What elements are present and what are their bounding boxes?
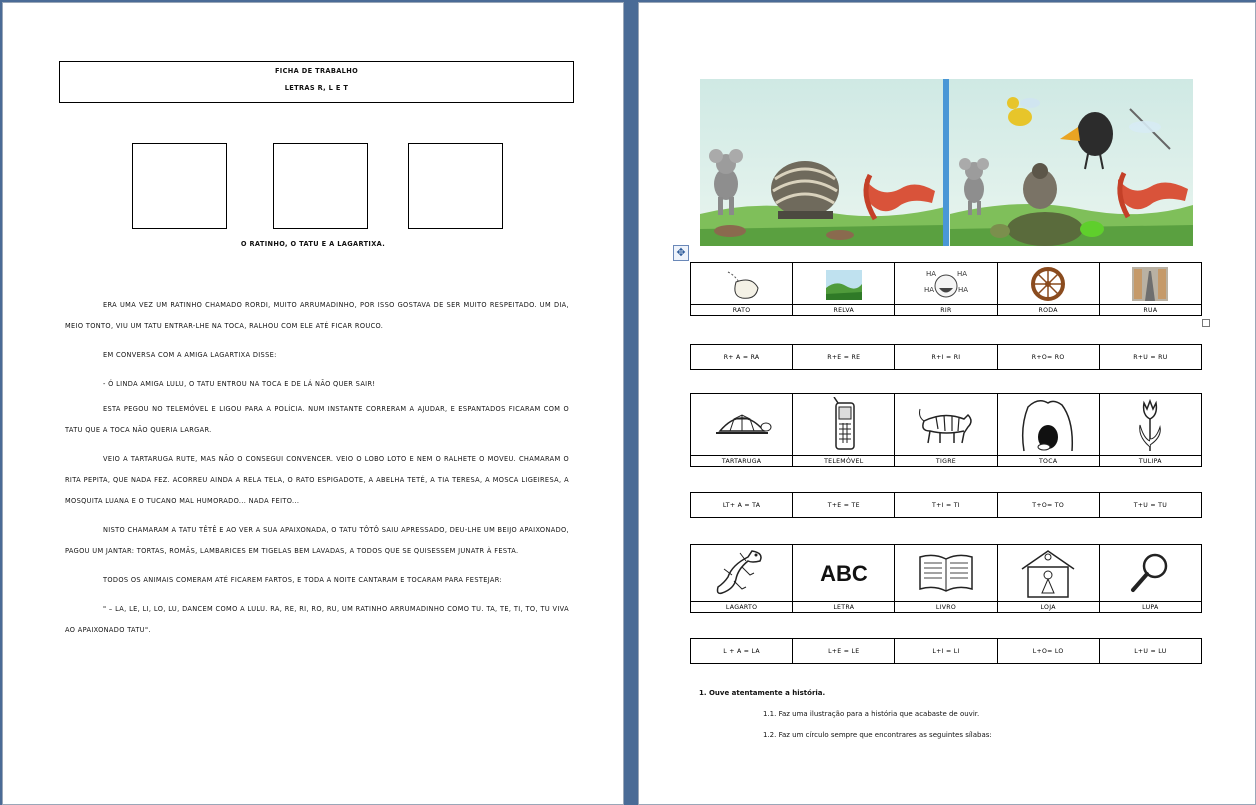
picture-cell	[895, 263, 997, 305]
word-label: LUPA	[1099, 602, 1201, 613]
laugh-text: HA	[923, 285, 935, 294]
left-page	[2, 2, 624, 805]
picture-cell	[691, 263, 793, 305]
frog-character-icon	[1080, 221, 1104, 237]
story-title: O RATINHO, O TATU E A LAGARTIXA.	[240, 240, 386, 248]
word-label: RUA	[1099, 305, 1201, 316]
drawing-box-2	[273, 143, 368, 229]
story-paragraph: " – LA, LE, LI, LO, LU, DANCEM COMO A LULU. RA, RE, RI, RO, RU, UM RATINHO ARRUMADINHO COMO TU. TA, TE, TI, TO, TU VIVA AO APAIXONADO TATU".	[65, 605, 569, 634]
syllable-cell: L + A = LA	[691, 639, 793, 664]
story-paragraph: NISTO CHAMARAM A TATU TÊTÊ E AO VER A SUA APAIXONADA, O TATU TÔTÔ SAIU APRESSADO, DEU-LHE UM BEIJO APAIXONADO, PAGOU UM JANTAR: TORTAS, ROMÃS, LAMBARICES EM TIGELAS BEM LAVADAS, A TODOS QUE SE QUISESSEM JUNATR À FESTA.	[65, 526, 569, 555]
syllable-cell: T+I = TI	[895, 493, 997, 518]
syllable-cell: R+O= RO	[997, 345, 1099, 370]
right-page	[638, 2, 1256, 805]
word-label: RELVA	[793, 305, 895, 316]
word-label: TELEMÓVEL	[793, 456, 895, 467]
syllables-table-l	[690, 638, 1202, 664]
syllable-cell: R+E = RE	[793, 345, 895, 370]
tiger-icon	[916, 403, 976, 447]
syllable-cell: L+U = LU	[1099, 639, 1201, 664]
picture-cell	[895, 545, 997, 602]
syllables-table-t	[690, 492, 1202, 518]
letters-icon	[809, 553, 879, 593]
picture-cell	[997, 263, 1099, 305]
syllables-table-r	[690, 344, 1202, 370]
question-1: 1. Ouve atentamente a história.	[699, 689, 826, 697]
drawing-box-1	[132, 143, 227, 229]
worksheet-subtitle: LETRAS R, L E T	[284, 84, 349, 92]
grass-icon	[824, 266, 864, 302]
questions-section	[699, 689, 1219, 739]
laugh-text: HA	[956, 269, 968, 278]
abc-text: ABC	[819, 561, 868, 586]
worksheet-header-box	[59, 61, 574, 103]
picture-cell	[997, 394, 1099, 456]
question-1-2: 1.2. Faz um círculo sempre que encontrares as seguintes sílabas:	[763, 731, 992, 739]
table-resize-handle[interactable]	[1202, 319, 1210, 327]
worksheet-title: FICHA DE TRABALHO	[274, 67, 359, 75]
word-label: RIR	[895, 305, 997, 316]
story-paragraph: ESTA PEGOU NO TELEMÓVEL E LIGOU PARA A POLÍCIA. NUM INSTANTE CORRERAM A AJUDAR, E ESPANTADOS FICARAM COM O TATU QUE A TOCA NÃO QUERIA LARGAR.	[65, 405, 569, 434]
word-label: TIGRE	[895, 456, 997, 467]
question-1-1: 1.1. Faz uma ilustração para a história que acabaste de ouvir.	[763, 710, 980, 718]
picture-cell	[793, 545, 895, 602]
mouse-icon	[722, 266, 762, 302]
story-paragraph: EM CONVERSA COM A AMIGA LAGARTIXA DISSE:	[103, 351, 277, 359]
story-paragraph: TODOS OS ANIMAIS COMERAM ATÉ FICAREM FARTOS, E TODA A NOITE CANTARAM E TOCARAM PARA FESTEJAR:	[103, 576, 503, 584]
word-label: RODA	[997, 305, 1099, 316]
story-text	[65, 295, 569, 649]
wheel-icon	[1028, 265, 1068, 303]
words-table-t	[690, 393, 1202, 467]
syllable-cell: T+O= TO	[997, 493, 1099, 518]
word-label: LAGARTO	[691, 602, 793, 613]
word-label: RATO	[691, 305, 793, 316]
story-paragraph: - Ó LINDA AMIGA LULU, O TATU ENTROU NA TOCA E DE LÁ NÃO QUER SAIR!	[103, 380, 376, 388]
word-label: TARTARUGA	[691, 456, 793, 467]
street-icon	[1130, 265, 1170, 303]
picture-cell	[895, 394, 997, 456]
word-label: LOJA	[997, 602, 1099, 613]
laugh-text: HA	[925, 269, 937, 278]
syllable-cell: R+ A = RA	[691, 345, 793, 370]
phone-icon	[824, 397, 864, 453]
shop-icon	[1018, 547, 1078, 599]
picture-cell	[793, 394, 895, 456]
book-icon	[916, 551, 976, 595]
syllable-cell: L+O= LO	[997, 639, 1099, 664]
picture-cell	[691, 394, 793, 456]
syllable-cell: L+E = LE	[793, 639, 895, 664]
lizard-icon	[712, 547, 772, 599]
syllable-cell: T+U = TU	[1099, 493, 1201, 518]
picture-cell	[793, 263, 895, 305]
laugh-icon	[923, 266, 969, 302]
story-paragraph: VEIO A TARTARUGA RUTE, MAS NÃO O CONSEGUI CONVENCER. VEIO O LOBO LOTO E NEM O RALHETE O MOVEU. CHAMARAM O RITA PEPITA, QUE NADA FEZ. ACORREU AINDA A RELA TELA, O RATO ESPIGADOTE, A ABELHA TETÉ, A TIA TERESA, A MOSCA LIGEIRESA, A MOSQUITA LUANA E O TUCANO MAL HUMORADO... NADA FEITO...	[65, 455, 569, 505]
story-illustration-banner[interactable]	[700, 79, 1193, 246]
picture-cell	[997, 545, 1099, 602]
syllable-cell: LT+ A = TA	[691, 493, 793, 518]
word-label: LETRA	[793, 602, 895, 613]
picture-cell	[691, 545, 793, 602]
drawing-box-3	[408, 143, 503, 229]
word-label: LIVRO	[895, 602, 997, 613]
word-label: TULIPA	[1099, 456, 1201, 467]
burrow-icon	[1018, 397, 1078, 453]
laugh-text: HA	[957, 285, 969, 294]
move-icon[interactable]: ✥	[673, 245, 689, 261]
syllable-cell: T+E = TE	[793, 493, 895, 518]
syllable-cell: R+U = RU	[1099, 345, 1201, 370]
syllable-cell: R+I = RI	[895, 345, 997, 370]
picture-cell	[1099, 263, 1201, 305]
picture-cell	[1099, 394, 1201, 456]
tulip-icon	[1130, 397, 1170, 453]
words-table-r	[690, 262, 1202, 316]
syllable-cell: L+I = LI	[895, 639, 997, 664]
words-table-l	[690, 544, 1202, 613]
magnifier-icon	[1125, 548, 1175, 598]
story-paragraph: ERA UMA VEZ UM RATINHO CHAMADO RORDI, MUITO ARRUMADINHO, POR ISSO GOSTAVA DE SER MUITO RESPEITADO. UM DIA, MEIO TONTO, VIU UM TATU ENTRAR-LHE NA TOCA, RALHOU COM ELE ATÉ FICAR ROUCO.	[65, 301, 569, 330]
word-label: TOCA	[997, 456, 1099, 467]
picture-cell	[1099, 545, 1201, 602]
turtle-icon	[712, 405, 772, 445]
